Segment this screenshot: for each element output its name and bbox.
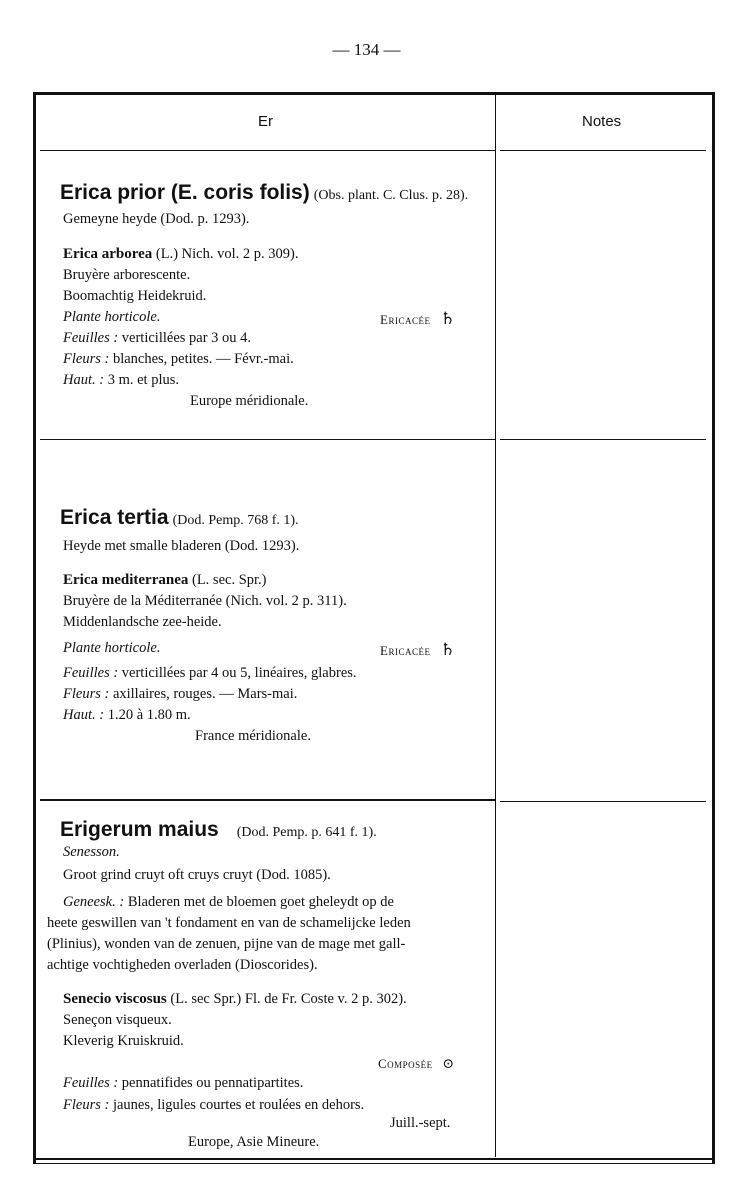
plant-note: Plante horticole. <box>63 309 161 325</box>
bottom-rule-2 <box>33 1163 715 1164</box>
flowers-label: Fleurs : <box>63 686 110 702</box>
right-border <box>712 92 715 1164</box>
left-border <box>33 92 36 1164</box>
column-header-notes: Notes <box>582 113 622 130</box>
flowers-text: jaunes, ligules courtes et roulées en dehors. <box>112 1097 365 1113</box>
family-line <box>380 309 455 329</box>
perennial-symbol-icon: ♄ <box>440 640 456 659</box>
french-name: Bruyère arborescente. <box>63 267 191 283</box>
height-label: Haut. : <box>63 372 105 388</box>
family-name: Composée <box>378 1056 433 1071</box>
height-text: 3 m. et plus. <box>107 372 180 388</box>
french-name: Bruyère de la Méditerranée (Nich. vol. 2 p. 311). <box>63 593 347 609</box>
species-name: Senecio viscosus <box>63 991 167 1007</box>
entry-title-reference: (Dod. Pemp. 768 f. 1). <box>172 513 299 528</box>
divider-1-left <box>40 439 495 440</box>
species-reference: (L.) Nich. vol. 2 p. 309). <box>155 246 299 262</box>
family-line <box>380 640 455 660</box>
flowering-period: Juill.-sept. <box>390 1115 451 1131</box>
family-name: Ericacée <box>380 312 431 327</box>
entry-title-line <box>60 818 377 842</box>
height-line <box>63 372 179 389</box>
height-text: 1.20 à 1.80 m. <box>107 707 191 723</box>
height-line <box>63 707 191 724</box>
leaves-label: Feuilles : <box>63 1075 119 1091</box>
vernacular-name: Gemeyne heyde (Dod. p. 1293). <box>63 211 250 227</box>
family-line <box>378 1056 454 1073</box>
column-divider <box>495 95 496 1157</box>
bottom-rule <box>33 1158 715 1160</box>
entry-title-reference: (Obs. plant. C. Clus. p. 28). <box>313 188 469 203</box>
species-name: Erica arborea <box>63 246 153 262</box>
medicinal-text-4: achtige vochtigheden overladen (Dioscorides). <box>47 957 318 973</box>
species-name: Erica mediterranea <box>63 572 189 588</box>
french-name: Seneçon visqueux. <box>63 1012 172 1028</box>
dutch-name: Kleverig Kruiskruid. <box>63 1033 184 1049</box>
page-number: — 134 — <box>332 40 401 59</box>
header-rule-right <box>500 150 706 151</box>
column-header-er: Er <box>258 113 273 130</box>
plant-note: Plante horticole. <box>63 640 161 656</box>
flowers-line <box>63 686 297 703</box>
top-rule <box>33 92 715 95</box>
annual-symbol-icon: ⊙ <box>442 1057 455 1072</box>
species-line <box>63 991 407 1008</box>
medicinal-text-1: Bladeren met de bloemen goet gheleydt op de <box>127 894 394 910</box>
medicinal-text-3: (Plinius), wonden van de zenuen, pijne van de mage met gall- <box>47 936 406 952</box>
flowers-line <box>63 1097 364 1114</box>
vernacular-name: Groot grind cruyt oft cruys cruyt (Dod. 1085). <box>63 867 331 883</box>
subtitle: Senesson. <box>63 844 120 860</box>
leaves-line <box>63 1075 303 1092</box>
flowers-label: Fleurs : <box>63 1097 110 1113</box>
region: Europe méridionale. <box>190 393 309 409</box>
leaves-line <box>63 330 251 347</box>
medicinal-label: Geneesk. : <box>63 894 125 910</box>
leaves-text: verticillées par 3 ou 4. <box>121 330 252 346</box>
entry-title: Erigerum maius <box>60 818 219 841</box>
leaves-text: verticillées par 4 ou 5, linéaires, glabres. <box>121 665 357 681</box>
divider-2-left <box>40 799 495 801</box>
flowers-label: Fleurs : <box>63 351 110 367</box>
leaves-label: Feuilles : <box>63 330 119 346</box>
perennial-symbol-icon: ♄ <box>440 309 456 328</box>
medicinal-text-2: heete geswillen van 't fondament en van de schamelijcke leden <box>47 915 411 931</box>
height-label: Haut. : <box>63 707 105 723</box>
leaves-line <box>63 665 357 682</box>
species-line <box>63 246 298 263</box>
entry-title-reference: (Dod. Pemp. p. 641 f. 1). <box>236 825 377 840</box>
flowers-text: axillaires, rouges. — Mars-mai. <box>112 686 298 702</box>
species-reference: (L. sec Spr.) Fl. de Fr. Coste v. 2 p. 302). <box>170 991 407 1007</box>
leaves-label: Feuilles : <box>63 665 119 681</box>
entry-title-line <box>60 506 299 530</box>
family-name: Ericacée <box>380 643 431 658</box>
dutch-name: Boomachtig Heidekruid. <box>63 288 207 304</box>
divider-1-right <box>500 439 706 440</box>
flowers-line <box>63 351 294 368</box>
species-line <box>63 572 267 589</box>
leaves-text: pennatifides ou pennatipartites. <box>121 1075 304 1091</box>
flowers-text: blanches, petites. — Févr.-mai. <box>112 351 294 367</box>
header-rule-left <box>40 150 495 151</box>
entry-title: Erica tertia <box>60 506 169 529</box>
medicinal-line-1 <box>63 894 394 911</box>
species-reference: (L. sec. Spr.) <box>192 572 267 588</box>
entry-title-line <box>60 181 468 205</box>
entry-title: Erica prior (E. coris folis) <box>60 181 310 204</box>
region: France méridionale. <box>195 728 311 744</box>
region: Europe, Asie Mineure. <box>188 1134 320 1150</box>
vernacular-name: Heyde met smalle bladeren (Dod. 1293). <box>63 538 300 554</box>
dutch-name: Middenlandsche zee-heide. <box>63 614 222 630</box>
divider-2-right <box>500 801 706 802</box>
